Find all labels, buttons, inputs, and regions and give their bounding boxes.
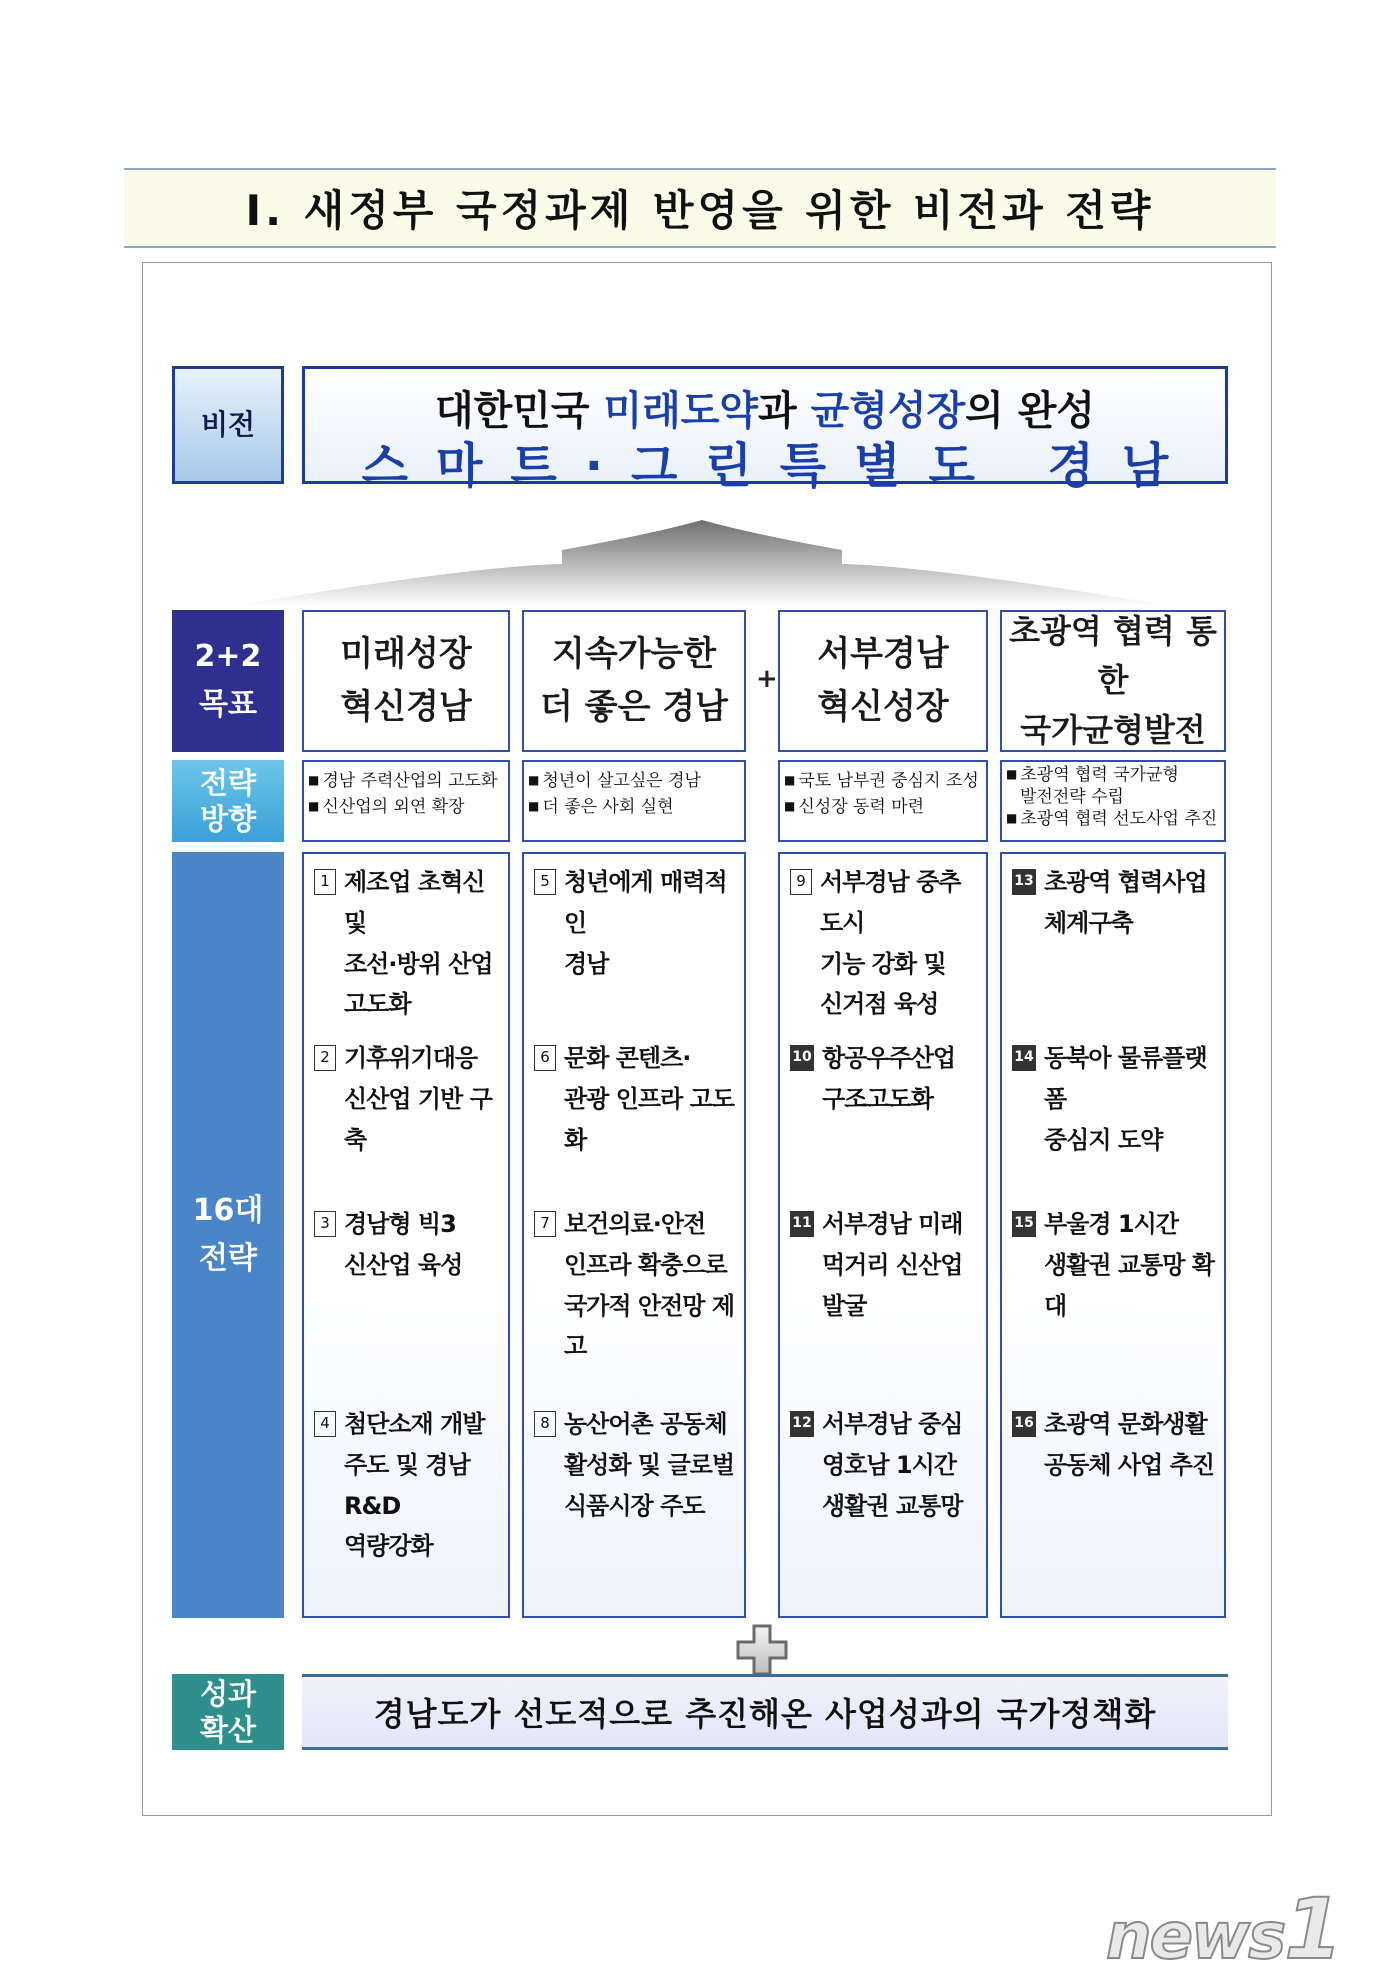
strategy-item: 7 보건의료·안전 인프라 확충으로 국가적 안전망 제고 <box>534 1204 740 1367</box>
direction-box-2 <box>522 760 746 842</box>
strategy-item: 16 초광역 문화생활 공동체 사업 추진 <box>1012 1404 1220 1486</box>
strategy-tag: 16대 전략 <box>172 852 284 1618</box>
news1-logo: news1 <box>1106 1880 1341 1978</box>
direction-item: ■ 신성장 동력 마련 <box>784 797 925 818</box>
strategy-item: 15 부울경 1시간 생활권 교통망 확대 <box>1012 1204 1220 1326</box>
vision-tag: 비전 <box>172 366 284 484</box>
vision-line-1: 대한민국 미래도약과 균형성장의 완성 <box>434 388 1096 434</box>
section-title: Ⅰ. 새정부 국정과제 반영을 위한 비전과 전략 <box>124 168 1276 248</box>
goal-future-growth: 미래성장 혁신경남 <box>302 610 510 752</box>
strategy-item: 5 청년에게 매력적인 경남 <box>534 862 740 984</box>
direction-box-1 <box>302 760 510 842</box>
direction-box-3 <box>778 760 988 842</box>
direction-item: ■ 청년이 살고싶은 경남 <box>528 771 701 791</box>
direction-item: ■ 더 좋은 사회 실현 <box>528 797 674 818</box>
up-arrow-icon <box>232 520 1172 606</box>
strategy-item: 1 제조업 초혁신 및 조선·방위 산업 고도화 <box>314 862 504 1025</box>
goal-west-gyeongnam: 서부경남 혁신성장 <box>778 610 988 752</box>
direction-item: ■ 신산업의 외연 확장 <box>308 797 465 818</box>
strategy-column-2 <box>522 852 746 1618</box>
strategy-column-4 <box>1000 852 1226 1618</box>
direction-item: ■ 초광역 협력 국가균형 <box>1006 765 1179 785</box>
performance-box: 경남도가 선도적으로 추진해온 사업성과의 국가정책화 <box>302 1674 1228 1750</box>
strategy-item: 10 항공우주산업 구조고도화 <box>790 1038 982 1120</box>
strategy-column-3 <box>778 852 988 1618</box>
vision-line-2: 스마트·그린특별도 경남 <box>361 438 1197 494</box>
strategy-item: 3 경남형 빅3 신산업 육성 <box>314 1204 504 1286</box>
goal-sustainable: 지속가능한 더 좋은 경남 <box>522 610 746 752</box>
strategy-item: 2 기후위기대응 신산업 기반 구축 <box>314 1038 504 1160</box>
strategy-item: 9 서부경남 중추도시 기능 강화 및 신거점 육성 <box>790 862 982 1025</box>
plus-icon <box>736 1624 788 1676</box>
direction-item: 발전전략 수립 <box>1020 787 1124 808</box>
direction-item: ■ 국토 남부권 중심지 조성 <box>784 771 979 791</box>
strategy-item: 14 동북아 물류플랫폼 중심지 도약 <box>1012 1038 1220 1160</box>
strategy-item: 12 서부경남 중심 영호남 1시간 생활권 교통망 <box>790 1404 982 1526</box>
performance-tag: 성과 확산 <box>172 1674 284 1750</box>
strategy-item: 6 문화 콘텐츠· 관광 인프라 고도화 <box>534 1038 740 1160</box>
direction-box-4 <box>1000 760 1226 842</box>
goal-tag: 2+2 목표 <box>172 610 284 752</box>
strategy-item: 11 서부경남 미래 먹거리 신산업 발굴 <box>790 1204 982 1326</box>
goal-balanced: 초광역 협력 통한 국가균형발전 <box>1000 610 1226 752</box>
strategy-item: 8 농산어촌 공동체 활성화 및 글로벌 식품시장 주도 <box>534 1404 740 1526</box>
strategy-column-1 <box>302 852 510 1618</box>
strategy-item: 4 첨단소재 개발 주도 및 경남 R&D 역량강화 <box>314 1404 504 1567</box>
vision-box <box>302 366 1228 494</box>
plus-icon: + <box>756 664 778 694</box>
direction-item: ■ 경남 주력산업의 고도화 <box>308 771 498 791</box>
direction-item: ■ 초광역 협력 선도사업 추진 <box>1006 809 1218 830</box>
direction-tag: 전략 방향 <box>172 760 284 842</box>
strategy-item: 13 초광역 협력사업 체계구축 <box>1012 862 1220 944</box>
